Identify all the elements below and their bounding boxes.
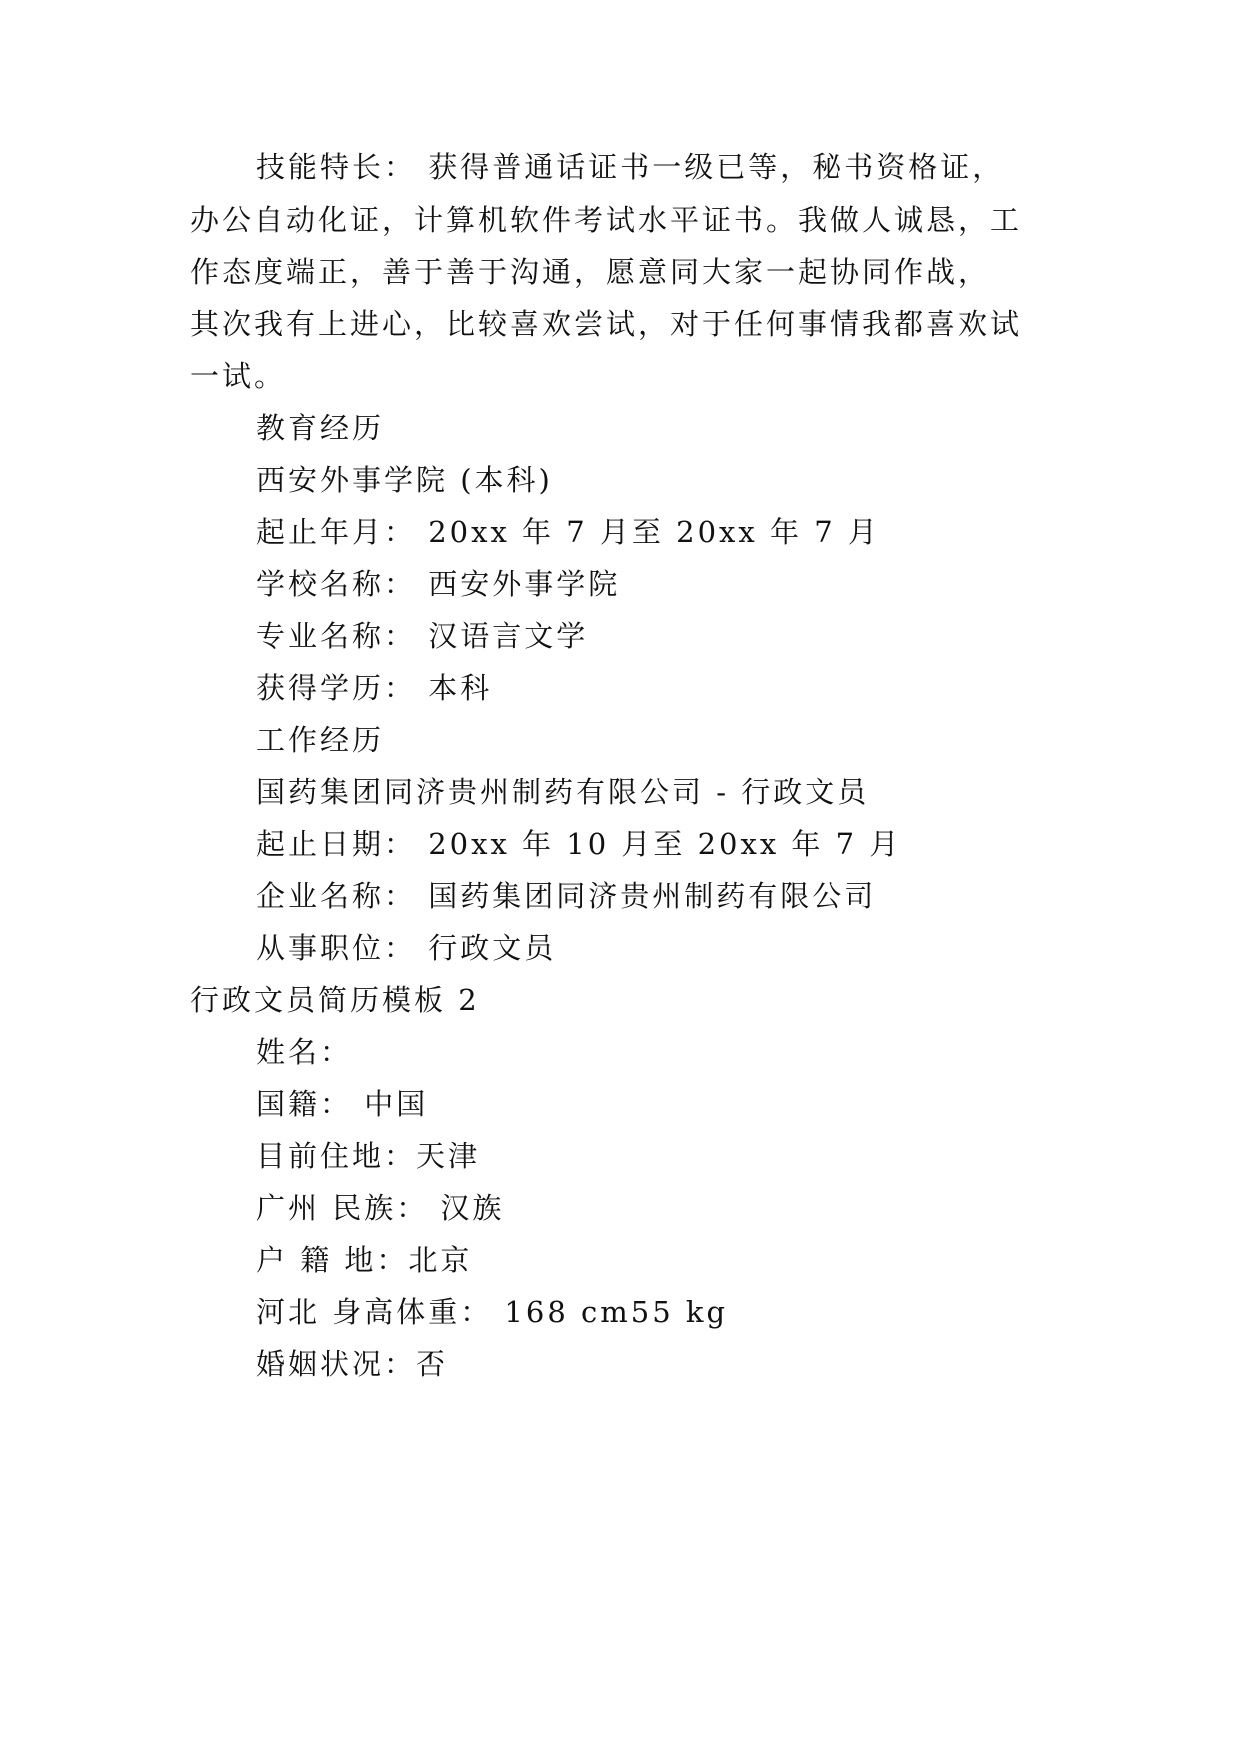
work-company-title: 国药集团同济贵州制药有限公司 - 行政文员 xyxy=(256,775,870,809)
work-period: 起止日期： 20xx 年 10 月至 20xx 年 7 月 xyxy=(256,827,902,861)
template2-marital: 婚姻状况：否 xyxy=(256,1347,449,1381)
skills-line-4: 其次我有上进心，比较喜欢尝试，对于任何事情我都喜欢试 xyxy=(190,307,1023,341)
template2-nationality: 国籍： 中国 xyxy=(256,1087,429,1121)
template2-title: 行政文员简历模板 2 xyxy=(190,983,480,1017)
skills-line-1: 技能特长： 获得普通话证书一级已等，秘书资格证， xyxy=(256,150,1005,184)
skills-line-2: 办公自动化证，计算机软件考试水平证书。我做人诚恳，工 xyxy=(190,203,1023,237)
education-school-name: 学校名称： 西安外事学院 xyxy=(256,567,621,601)
template2-hukou: 户 籍 地：北京 xyxy=(256,1243,473,1277)
education-school-title: 西安外事学院 (本科) xyxy=(256,463,553,497)
education-major: 专业名称： 汉语言文学 xyxy=(256,619,589,653)
work-company-name: 企业名称： 国药集团同济贵州制药有限公司 xyxy=(256,879,877,913)
work-position: 从事职位： 行政文员 xyxy=(256,931,557,965)
work-heading: 工作经历 xyxy=(256,723,385,757)
skills-line-3: 作态度端正，善于善于沟通，愿意同大家一起协同作战， xyxy=(190,255,991,289)
template2-residence: 目前住地：天津 xyxy=(256,1139,481,1173)
education-period: 起止年月： 20xx 年 7 月至 20xx 年 7 月 xyxy=(256,515,880,549)
skills-line-5: 一试。 xyxy=(190,359,287,393)
template2-ethnicity: 广州 民族： 汉族 xyxy=(256,1191,505,1225)
education-heading: 教育经历 xyxy=(256,411,385,445)
education-degree: 获得学历： 本科 xyxy=(256,671,493,705)
template2-height-weight: 河北 身高体重： 168 cm55 kg xyxy=(256,1295,729,1329)
template2-name: 姓名： xyxy=(256,1035,353,1069)
